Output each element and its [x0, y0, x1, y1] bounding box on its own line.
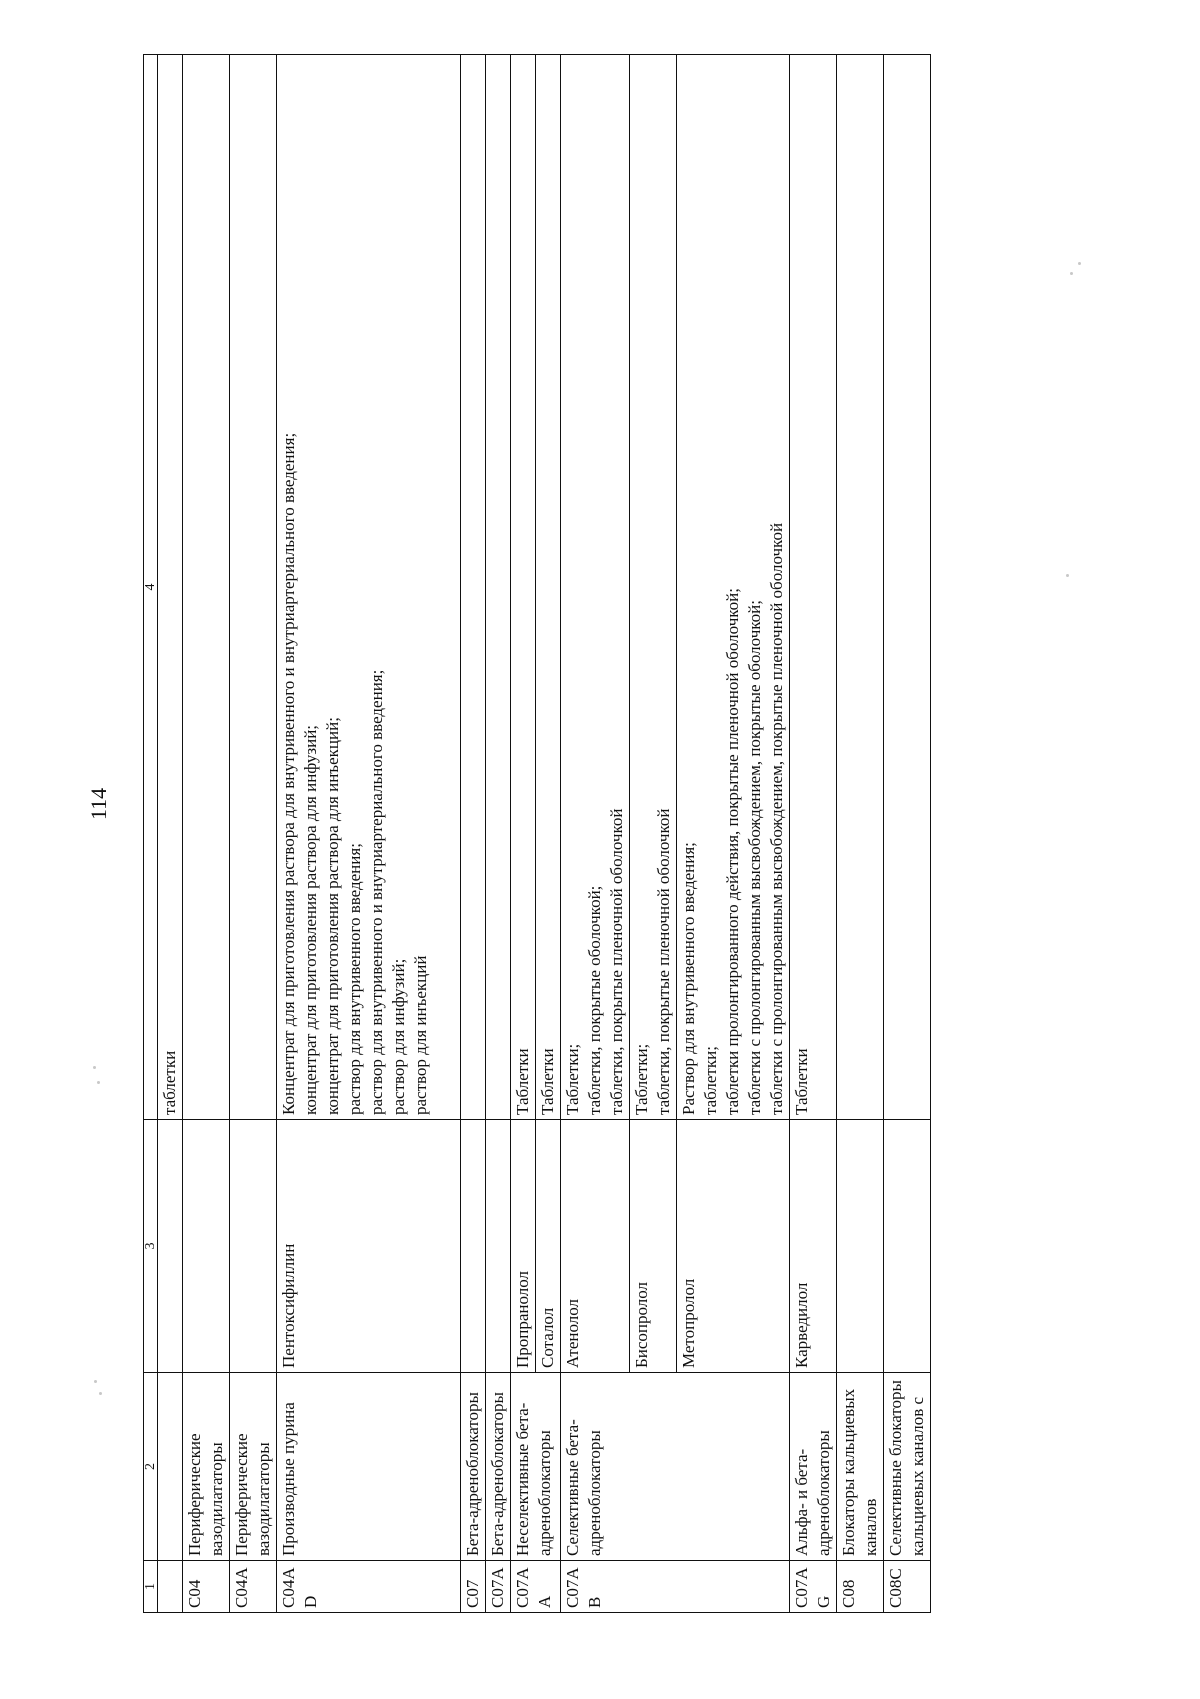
group-name: Селективные бета-адреноблокаторы [561, 1373, 790, 1561]
dosage-forms: Таблетки [790, 55, 837, 1120]
header-row [144, 55, 158, 1613]
drug-table [143, 54, 931, 1613]
atc-code: C04AD [277, 1561, 461, 1613]
dosage-forms: Раствор для внутривенного введения; таблетки; таблетки пролонгированного действия, покрытые пленочной оболочкой; таблетки с пролонгированным высвобождением, покрытые оболочкой; таблетки с пролонгированным высвобождением, покрытые пленочной оболочкой [677, 55, 790, 1120]
atc-code: C08C [884, 1561, 931, 1613]
scan-speck [94, 1380, 97, 1383]
scan-speck [97, 1081, 100, 1084]
scan-speck [93, 1066, 96, 1069]
atc-code: C04 [183, 1561, 230, 1613]
drug-name: Карведилол [790, 1120, 837, 1373]
dosage-forms: Таблетки; таблетки, покрытые пленочной оболочкой [630, 55, 677, 1120]
row-c04 [183, 55, 230, 1613]
group-name: Периферические вазодилататоры [183, 1373, 230, 1561]
group-name: Селективные блокаторы кальциевых каналов с [884, 1373, 931, 1561]
group-name: Блокаторы кальциевых каналов [837, 1373, 884, 1561]
carryover-form: таблетки [158, 55, 183, 1120]
dosage-forms: Таблетки [536, 55, 561, 1120]
row-c07a [486, 55, 511, 1613]
scan-speck [1078, 262, 1081, 265]
group-name: Производные пурина [277, 1373, 461, 1561]
drug-name: Пропранолол [511, 1120, 536, 1373]
row-c07 [461, 55, 486, 1613]
group-name: Бета-адреноблокаторы [486, 1373, 511, 1561]
drug-name: Атенолол [561, 1120, 630, 1373]
row-c07aa [511, 55, 536, 1613]
header-col-3: 3 [144, 1120, 158, 1373]
page-number: 114 [86, 787, 111, 820]
row-c04ad [277, 55, 461, 1613]
atc-code: C08 [837, 1561, 884, 1613]
atc-code: C07 [461, 1561, 486, 1613]
scan-speck [1066, 574, 1069, 577]
group-name: Периферические вазодилататоры [230, 1373, 277, 1561]
group-name: Неселективные бета-адреноблокаторы [511, 1373, 561, 1561]
header-col-1: 1 [144, 1561, 158, 1613]
row-c04a [230, 55, 277, 1613]
row-c08 [837, 55, 884, 1613]
atc-code: C07AA [511, 1561, 561, 1613]
drug-table-rotated [143, 55, 1048, 1613]
header-col-2: 2 [144, 1373, 158, 1561]
atc-code: C07AG [790, 1561, 837, 1613]
header-col-4: 4 [144, 55, 158, 1120]
row-c07ab [561, 55, 630, 1613]
carryover-row [158, 55, 183, 1613]
atc-code: C07A [486, 1561, 511, 1613]
group-name: Бета-адреноблокаторы [461, 1373, 486, 1561]
row-c07ag [790, 55, 837, 1613]
drug-name: Соталол [536, 1120, 561, 1373]
scan-speck [99, 1392, 102, 1395]
dosage-forms: Концентрат для приготовления раствора для внутривенного и внутриартериального введения; концентрат для приготовления раствора для инфузий; концентрат для приготовления раствора для инъекций; раствор для внутривенного введения; раствор для внутривенного и внутриартериального введения; раствор для инфузий; раствор для инъекций [277, 55, 461, 1120]
drug-name: Метопролол [677, 1120, 790, 1373]
drug-name: Бисопролол [630, 1120, 677, 1373]
scan-speck [1070, 272, 1073, 275]
dosage-forms: Таблетки [511, 55, 536, 1120]
group-name: Альфа- и бета-адреноблокаторы [790, 1373, 837, 1561]
atc-code: C04A [230, 1561, 277, 1613]
row-c08c [884, 55, 931, 1613]
atc-code: C07AB [561, 1561, 790, 1613]
drug-name: Пентоксифиллин [277, 1120, 461, 1373]
dosage-forms: Таблетки; таблетки, покрытые оболочкой; таблетки, покрытые пленочной оболочкой [561, 55, 630, 1120]
